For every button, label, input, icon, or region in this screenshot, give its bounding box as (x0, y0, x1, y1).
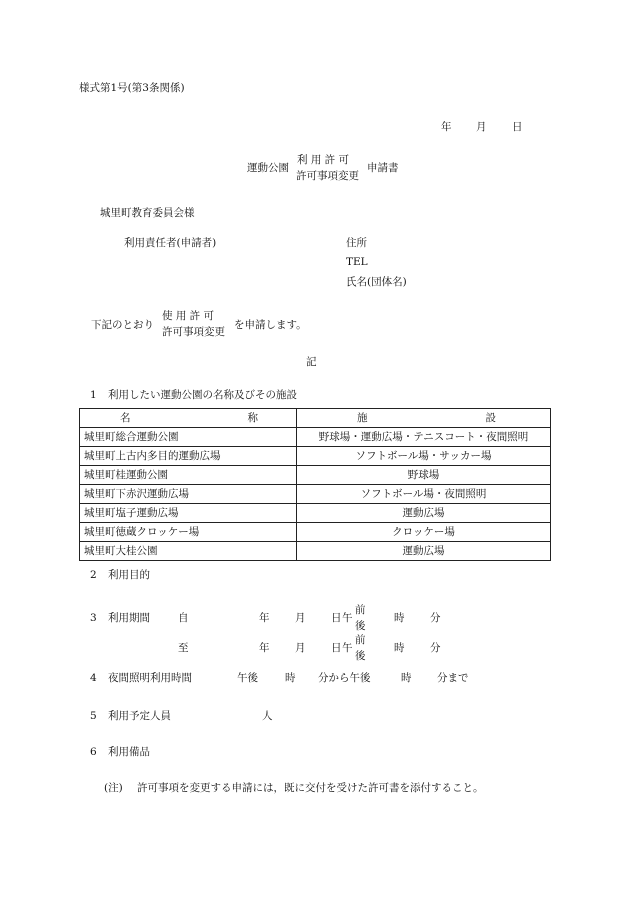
to-minute: 分 (430, 642, 441, 654)
title-prefix: 運動公園 (247, 162, 289, 174)
table-header-row (80, 409, 551, 428)
statement-suffix: を申請します。 (234, 319, 307, 331)
table-row (80, 485, 551, 504)
title-suffix: 申請書 (367, 162, 399, 174)
park-name: 城里町桂運動公園 (80, 466, 297, 485)
park-facility: ソフトボール場・サッカー場 (297, 447, 551, 466)
section3-title: 利用期間 (108, 612, 150, 624)
header-name-a: 名 (120, 411, 131, 424)
applicant-address: 住所 (346, 237, 367, 249)
from-pm: 後 (355, 619, 366, 632)
park-facility: クロッケー場 (297, 523, 551, 542)
from-am: 前 (355, 604, 366, 616)
from-year: 年 (259, 612, 270, 624)
section4-title: 夜間照明利用時間 (108, 672, 192, 684)
title-options (296, 155, 359, 181)
light-min-from: 分から午後 (318, 672, 371, 684)
section1-title: 利用したい運動公園の名称及びその施設 (108, 389, 297, 401)
table-row (80, 447, 551, 466)
date-month: 月 (476, 121, 487, 133)
from-day: 日 (331, 612, 342, 624)
to-year: 年 (259, 642, 270, 654)
from-month: 月 (295, 612, 306, 624)
statement-option-use: 使 用 許 可 (162, 310, 215, 322)
to-am: 前 (355, 634, 366, 646)
date-year: 年 (441, 121, 452, 133)
applicant-tel: TEL (346, 256, 368, 268)
park-name: 城里町下赤沢運動広場 (80, 485, 297, 504)
table-row (80, 428, 551, 447)
to-go: 午 (342, 642, 353, 654)
table-row (80, 504, 551, 523)
statement-prefix: 下記のとおり (91, 319, 154, 331)
statement-options (162, 311, 225, 337)
section5-number: 5 (90, 710, 97, 722)
table-row (80, 466, 551, 485)
from-minute: 分 (430, 612, 441, 624)
section2-number: 2 (90, 569, 97, 581)
table-row (80, 542, 551, 561)
park-name: 城里町徳蔵クロッケー場 (80, 523, 297, 542)
ki-mark: 記 (306, 356, 317, 368)
to-ampm (355, 635, 366, 661)
header-facility (297, 409, 551, 428)
period-to: 至 (178, 642, 189, 654)
light-hour-2: 時 (401, 672, 412, 684)
from-ampm (355, 605, 366, 631)
facility-table (79, 408, 551, 561)
park-facility: ソフトボール場・夜間照明 (297, 485, 551, 504)
title-option-change: 許可事項変更 (296, 169, 359, 182)
park-facility: 運動広場 (297, 504, 551, 523)
light-pm-1: 午後 (237, 672, 258, 684)
park-name: 城里町上古内多目的運動広場 (80, 447, 297, 466)
section6-number: 6 (90, 746, 97, 758)
people-unit: 人 (262, 710, 273, 722)
header-name-b: 称 (247, 411, 258, 424)
from-go: 午 (342, 612, 353, 624)
date-day: 日 (512, 121, 523, 133)
section2-title: 利用目的 (108, 569, 150, 581)
to-month: 月 (295, 642, 306, 654)
light-min-until: 分まで (437, 672, 469, 684)
header-facility-b: 設 (485, 411, 496, 424)
note-label: (注) (104, 782, 123, 794)
light-hour-1: 時 (285, 672, 296, 684)
section3-number: 3 (90, 612, 97, 624)
section1-number: 1 (90, 389, 97, 401)
note-text: 許可事項を変更する申請には，既に交付を受けた許可書を添付すること。 (137, 782, 484, 794)
statement-option-change: 許可事項変更 (162, 325, 225, 338)
section5-title: 利用予定人員 (108, 710, 171, 722)
to-day: 日 (331, 642, 342, 654)
period-from: 自 (178, 612, 189, 624)
table-row (80, 523, 551, 542)
applicant-label: 利用責任者(申請者) (124, 237, 217, 249)
park-facility: 野球場・運動広場・テニスコート・夜間照明 (297, 428, 551, 447)
park-facility: 野球場 (297, 466, 551, 485)
to-hour: 時 (394, 642, 405, 654)
title-option-use: 利 用 許 可 (297, 154, 350, 166)
header-facility-a: 施 (357, 411, 368, 424)
park-name: 城里町塩子運動広場 (80, 504, 297, 523)
park-facility: 運動広場 (297, 542, 551, 561)
addressee: 城里町教育委員会様 (100, 207, 195, 219)
section6-title: 利用備品 (108, 746, 150, 758)
from-hour: 時 (394, 612, 405, 624)
header-name (80, 409, 297, 428)
form-label: 様式第1号(第3条関係) (79, 82, 185, 94)
park-name: 城里町総合運動公園 (80, 428, 297, 447)
applicant-name: 氏名(団体名) (346, 276, 407, 288)
section4-number: 4 (90, 672, 97, 684)
park-name: 城里町大桂公園 (80, 542, 297, 561)
to-pm: 後 (355, 649, 366, 662)
